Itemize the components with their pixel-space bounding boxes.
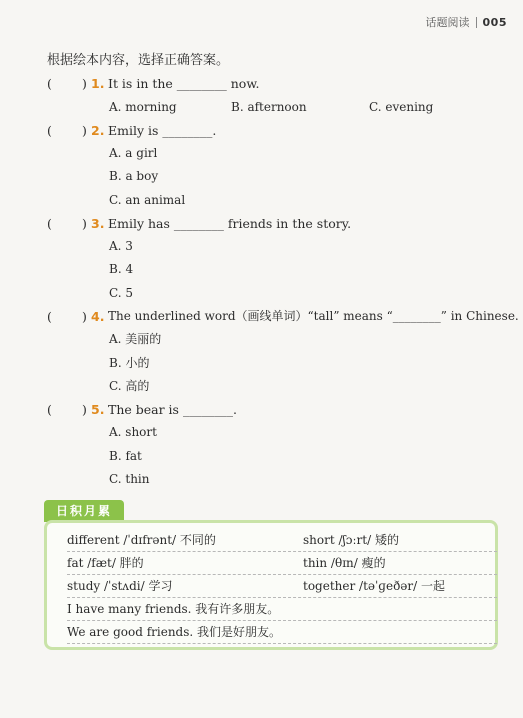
option-c: C. 高的 xyxy=(109,378,150,393)
option-c: C. evening xyxy=(369,99,434,114)
answer-paren-right: ) xyxy=(82,76,87,91)
question-text: Emily has ________ friends in the story. xyxy=(108,215,352,231)
vocab-left: fat /fæt/ 胖的 xyxy=(67,556,144,570)
question-3 xyxy=(47,212,507,236)
option-b: B. 4 xyxy=(109,262,134,277)
option-b: B. afternoon xyxy=(231,99,307,114)
vocab-row xyxy=(67,575,497,598)
question-number: 3. xyxy=(91,215,105,231)
vocab-right: thin /θɪn/ 瘦的 xyxy=(303,556,386,570)
answer-paren-right: ) xyxy=(82,122,87,138)
options-row xyxy=(47,96,507,119)
question-2 xyxy=(47,119,507,143)
question-list xyxy=(47,72,519,491)
accumulation-title: 日积月累 xyxy=(44,500,124,522)
answer-paren-right: ) xyxy=(82,401,87,417)
option-a: A. 3 xyxy=(109,239,133,254)
sentence: We are good friends. 我们是好朋友。 xyxy=(67,625,282,639)
vocab-left: study /ˈstʌdi/ 学习 xyxy=(67,579,173,593)
answer-paren-right: ) xyxy=(82,308,87,324)
question-4 xyxy=(47,305,519,329)
question-number: 2. xyxy=(91,122,105,138)
page-header xyxy=(426,14,507,30)
answer-paren-left: ( xyxy=(47,76,52,91)
page-number: 005 xyxy=(482,15,507,29)
vocab-left: different /ˈdɪfrənt/ 不同的 xyxy=(67,533,216,547)
answer-paren-right: ) xyxy=(82,215,87,231)
answer-paren-left: ( xyxy=(47,401,52,417)
question-text: It is in the ________ now. xyxy=(108,76,260,91)
vocab-right: together /təˈɡeðər/ 一起 xyxy=(303,579,446,593)
question-number: 1. xyxy=(91,76,105,91)
vocab-right: short /ʃɔːrt/ 矮的 xyxy=(303,533,399,547)
question-text: Emily is ________. xyxy=(108,122,217,138)
option-a: A. morning xyxy=(109,99,177,114)
option-a: A. short xyxy=(109,425,157,440)
question-1 xyxy=(47,72,507,96)
question-text: The bear is ________. xyxy=(108,401,237,417)
option-c: C. thin xyxy=(109,471,150,486)
question-number: 4. xyxy=(91,308,105,324)
question-number: 5. xyxy=(91,401,105,417)
option-b: B. fat xyxy=(109,448,142,463)
option-b: B. 小的 xyxy=(109,355,150,370)
header-divider xyxy=(476,17,477,28)
answer-paren-left: ( xyxy=(47,308,52,324)
option-b: B. a boy xyxy=(109,169,159,184)
section-title: 话题阅读 xyxy=(425,16,470,29)
option-a: A. 美丽的 xyxy=(109,332,162,347)
option-c: C. an animal xyxy=(109,192,186,207)
answer-paren-left: ( xyxy=(47,215,52,231)
question-text: The underlined word（画线单词）“tall” means “________” in Chinese. xyxy=(108,308,519,323)
accumulation-box xyxy=(44,520,498,650)
vocab-row xyxy=(67,552,497,575)
option-a: A. a girl xyxy=(109,146,158,161)
sentence-row xyxy=(67,621,497,644)
question-5 xyxy=(47,398,507,422)
sentence-row xyxy=(67,598,497,621)
option-c: C. 5 xyxy=(109,285,134,300)
sentence: I have many friends. 我有许多朋友。 xyxy=(67,602,280,616)
answer-paren-left: ( xyxy=(47,122,52,138)
vocab-row xyxy=(67,529,497,552)
instruction: 根据绘本内容，选择正确答案。 xyxy=(47,53,230,68)
